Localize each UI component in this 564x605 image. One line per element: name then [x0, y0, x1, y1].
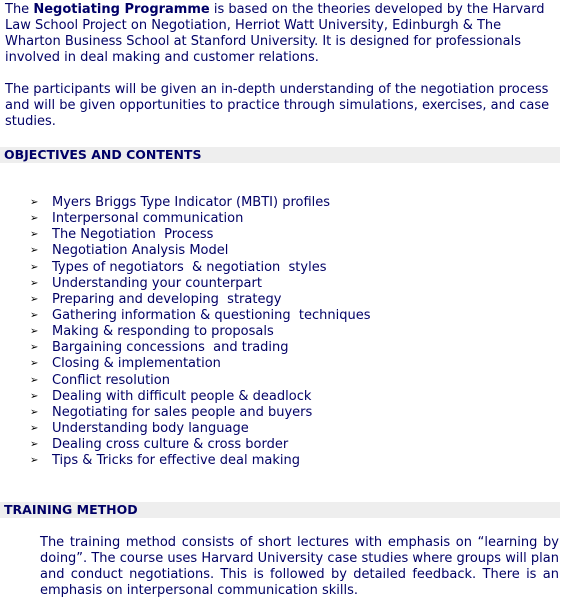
objective-label: Bargaining concessions and trading	[52, 340, 289, 356]
objective-list-item	[30, 340, 371, 356]
arrowhead-bullet-icon: ➢	[30, 342, 39, 354]
intro-paragraph-2: The participants will be given an in-depth understanding of the negotiation process and will be given opportunities to practice through simulations, exercises, and case studies.	[5, 82, 550, 129]
arrowhead-bullet-icon: ➢	[30, 309, 39, 321]
intro-description: is based on the theories developed by the Harvard Law School Project on Negotiation, Herriot Watt University, Edinburgh & The Wharton Business School at Stanford University. It is designed for professionals involved in deal making and customer relations.	[5, 2, 545, 65]
objective-list-item	[30, 437, 371, 453]
arrowhead-bullet-icon: ➢	[30, 213, 39, 225]
objective-list-item	[30, 292, 371, 308]
arrowhead-bullet-icon: ➢	[30, 439, 39, 451]
arrowhead-bullet-icon: ➢	[30, 455, 39, 467]
objective-label: Tips & Tricks for effective deal making	[52, 453, 301, 469]
arrowhead-bullet-icon: ➢	[30, 390, 39, 402]
objective-list-item	[30, 260, 371, 276]
objective-list-item	[30, 308, 371, 324]
intro-paragraph-1	[5, 2, 553, 66]
arrowhead-bullet-icon: ➢	[30, 245, 39, 257]
objective-list-item	[30, 195, 371, 211]
arrowhead-bullet-icon: ➢	[30, 422, 39, 434]
objective-list-item	[30, 324, 371, 340]
objective-list-item	[30, 356, 371, 372]
objective-label: Myers Briggs Type Indicator (MBTI) profiles	[52, 195, 331, 210]
objective-label: Closing & implementation	[52, 356, 221, 372]
objective-label: Dealing with difficult people & deadlock	[52, 388, 312, 404]
objective-label: Understanding body language	[52, 420, 249, 436]
objectives-list	[30, 195, 371, 469]
objective-list-item	[30, 211, 371, 227]
training-method-paragraph: The training method consists of short lectures with emphasis on “learning by doing”. The course uses Harvard University case studies where groups will plan and conduct negotiations. This is followed by detailed feedback. There is an emphasis on interpersonal communication skills.	[40, 535, 559, 598]
arrowhead-bullet-icon: ➢	[30, 293, 39, 305]
objective-label: The Negotiation Process	[52, 227, 214, 243]
arrowhead-bullet-icon: ➢	[30, 261, 39, 273]
objective-list-item	[30, 421, 371, 437]
arrowhead-bullet-icon: ➢	[30, 358, 39, 370]
objective-label: Types of negotiators & negotiation styles	[52, 259, 327, 275]
objective-label: Gathering information & questioning techniques	[52, 307, 371, 323]
objective-label: Conflict resolution	[52, 372, 170, 388]
objective-list-item	[30, 227, 371, 243]
arrowhead-bullet-icon: ➢	[30, 277, 39, 289]
objective-label: Negotiating for sales people and buyers	[52, 404, 313, 420]
objective-label: Making & responding to proposals	[52, 324, 274, 340]
objective-list-item	[30, 405, 371, 421]
arrowhead-bullet-icon: ➢	[30, 374, 39, 386]
training-method-heading: TRAINING METHOD	[0, 502, 560, 518]
arrowhead-bullet-icon: ➢	[30, 326, 39, 338]
objective-label: Dealing cross culture & cross border	[52, 437, 289, 453]
objective-list-item	[30, 373, 371, 389]
objective-label: Negotiation Analysis Model	[52, 243, 229, 259]
intro-lead: The	[5, 2, 34, 17]
objective-label: Preparing and developing strategy	[52, 291, 282, 307]
arrowhead-bullet-icon: ➢	[30, 406, 39, 418]
arrowhead-bullet-icon: ➢	[30, 229, 39, 241]
objective-list-item	[30, 276, 371, 292]
programme-name: Negotiating Programme	[33, 2, 210, 17]
objectives-heading: OBJECTIVES AND CONTENTS	[0, 147, 560, 163]
objective-label: Understanding your counterpart	[52, 275, 262, 291]
arrowhead-bullet-icon: ➢	[30, 197, 39, 208]
objective-label: Interpersonal communication	[52, 211, 244, 227]
objective-list-item	[30, 243, 371, 259]
objective-list-item	[30, 453, 371, 469]
objective-list-item	[30, 389, 371, 405]
